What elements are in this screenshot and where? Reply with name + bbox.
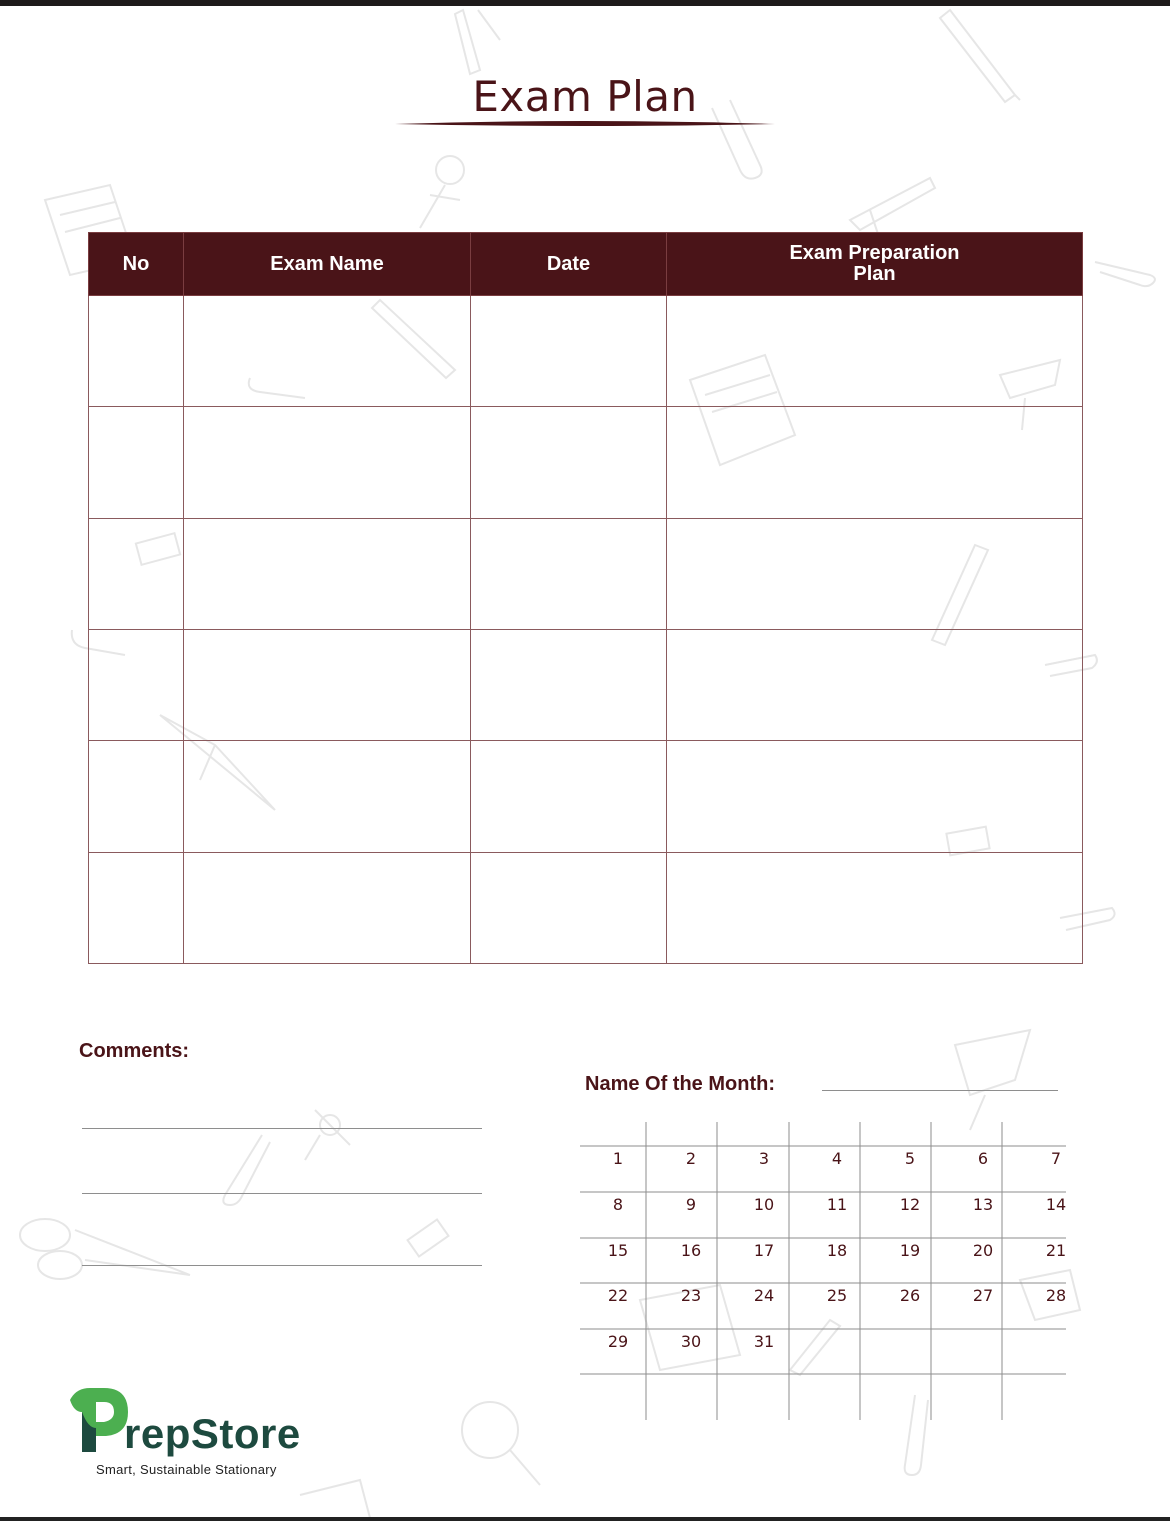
cell-plan[interactable] — [667, 296, 1083, 407]
calendar-day[interactable]: 17 — [753, 1241, 775, 1260]
header-date: Date — [471, 233, 667, 296]
header-no: No — [89, 233, 184, 296]
calendar-day[interactable]: 30 — [680, 1332, 702, 1351]
cell-date[interactable] — [471, 629, 667, 740]
calendar-day[interactable]: 5 — [904, 1149, 916, 1168]
cell-date[interactable] — [471, 741, 667, 852]
page-title: Exam Plan — [472, 72, 698, 121]
cell-exam-name[interactable] — [184, 296, 471, 407]
calendar-day[interactable]: 2 — [685, 1149, 697, 1168]
calendar-day[interactable]: 27 — [972, 1286, 994, 1305]
pushpin-icon — [305, 1110, 350, 1160]
calendar-day[interactable]: 28 — [1045, 1286, 1067, 1305]
calendar-day[interactable]: 23 — [680, 1286, 702, 1305]
cell-plan[interactable] — [667, 852, 1083, 963]
calendar-day[interactable]: 6 — [977, 1149, 989, 1168]
calendar-day[interactable]: 21 — [1045, 1241, 1067, 1260]
calendar-day[interactable]: 12 — [899, 1195, 921, 1214]
cell-no[interactable] — [89, 518, 184, 629]
title-underline — [395, 118, 775, 130]
table-header-row — [89, 233, 1083, 296]
bottom-border — [0, 1517, 1170, 1521]
cell-no[interactable] — [89, 852, 184, 963]
calendar-day[interactable]: 31 — [753, 1332, 775, 1351]
comment-line[interactable] — [82, 1128, 482, 1129]
pencil-icon — [790, 1320, 840, 1375]
cell-no[interactable] — [89, 296, 184, 407]
calendar-day[interactable]: 11 — [826, 1195, 848, 1214]
calendar-day[interactable]: 22 — [607, 1286, 629, 1305]
pencil-icon — [455, 10, 500, 74]
brand-tagline: Smart, Sustainable Stationary — [96, 1462, 277, 1477]
cell-exam-name[interactable] — [184, 407, 471, 518]
notebook-icon — [300, 1480, 370, 1521]
magnifier-icon — [462, 1402, 540, 1485]
cell-exam-name[interactable] — [184, 741, 471, 852]
cell-date[interactable] — [471, 518, 667, 629]
cell-plan[interactable] — [667, 407, 1083, 518]
paperclip-icon — [223, 1135, 270, 1205]
scissors-icon — [20, 1219, 190, 1279]
calendar-day[interactable]: 7 — [1050, 1149, 1062, 1168]
cell-date[interactable] — [471, 852, 667, 963]
exam-plan-table — [88, 232, 1083, 964]
calendar-day[interactable]: 26 — [899, 1286, 921, 1305]
cell-plan[interactable] — [667, 629, 1083, 740]
cell-plan[interactable] — [667, 518, 1083, 629]
calendar-day[interactable]: 16 — [680, 1241, 702, 1260]
calendar-day[interactable]: 4 — [831, 1149, 843, 1168]
cell-exam-name[interactable] — [184, 852, 471, 963]
paperclip-icon — [1095, 262, 1155, 286]
pushpin-icon — [420, 156, 464, 228]
brand-name: repStore — [124, 1410, 301, 1457]
leaf-p-icon — [70, 1388, 128, 1452]
comment-line[interactable] — [82, 1265, 482, 1266]
calendar-day[interactable]: 8 — [612, 1195, 624, 1214]
calendar-day[interactable]: 13 — [972, 1195, 994, 1214]
calendar-day[interactable]: 9 — [685, 1195, 697, 1214]
month-name-label: Name Of the Month: — [585, 1073, 775, 1095]
calendar-day[interactable]: 18 — [826, 1241, 848, 1260]
cell-date[interactable] — [471, 296, 667, 407]
calendar-day[interactable]: 14 — [1045, 1195, 1067, 1214]
table-row — [89, 407, 1083, 518]
cell-no[interactable] — [89, 741, 184, 852]
cell-date[interactable] — [471, 407, 667, 518]
calendar-day[interactable]: 15 — [607, 1241, 629, 1260]
calendar-day[interactable]: 29 — [607, 1332, 629, 1351]
graduation-cap-icon — [850, 178, 935, 240]
eraser-icon — [408, 1219, 449, 1256]
paperclip-icon — [905, 1395, 928, 1475]
cell-exam-name[interactable] — [184, 629, 471, 740]
table-row — [89, 852, 1083, 963]
table-row — [89, 741, 1083, 852]
calendar-day[interactable]: 19 — [899, 1241, 921, 1260]
calendar-day[interactable]: 1 — [612, 1149, 624, 1168]
cell-exam-name[interactable] — [184, 518, 471, 629]
header-preparation-plan: Exam Preparation Plan — [667, 233, 1083, 296]
calendar-day[interactable]: 20 — [972, 1241, 994, 1260]
calendar-day[interactable]: 24 — [753, 1286, 775, 1305]
table-row — [89, 296, 1083, 407]
calendar-day[interactable]: 10 — [753, 1195, 775, 1214]
cell-plan[interactable] — [667, 741, 1083, 852]
header-exam-name: Exam Name — [184, 233, 471, 296]
month-name-line[interactable] — [822, 1090, 1058, 1091]
calendar-day[interactable]: 3 — [758, 1149, 770, 1168]
cell-no[interactable] — [89, 629, 184, 740]
comments-label: Comments: — [79, 1040, 190, 1062]
graduation-cap-icon — [955, 1030, 1030, 1130]
calendar-day[interactable]: 25 — [826, 1286, 848, 1305]
cell-no[interactable] — [89, 407, 184, 518]
comment-line[interactable] — [82, 1193, 482, 1194]
table-row — [89, 629, 1083, 740]
table-row — [89, 518, 1083, 629]
